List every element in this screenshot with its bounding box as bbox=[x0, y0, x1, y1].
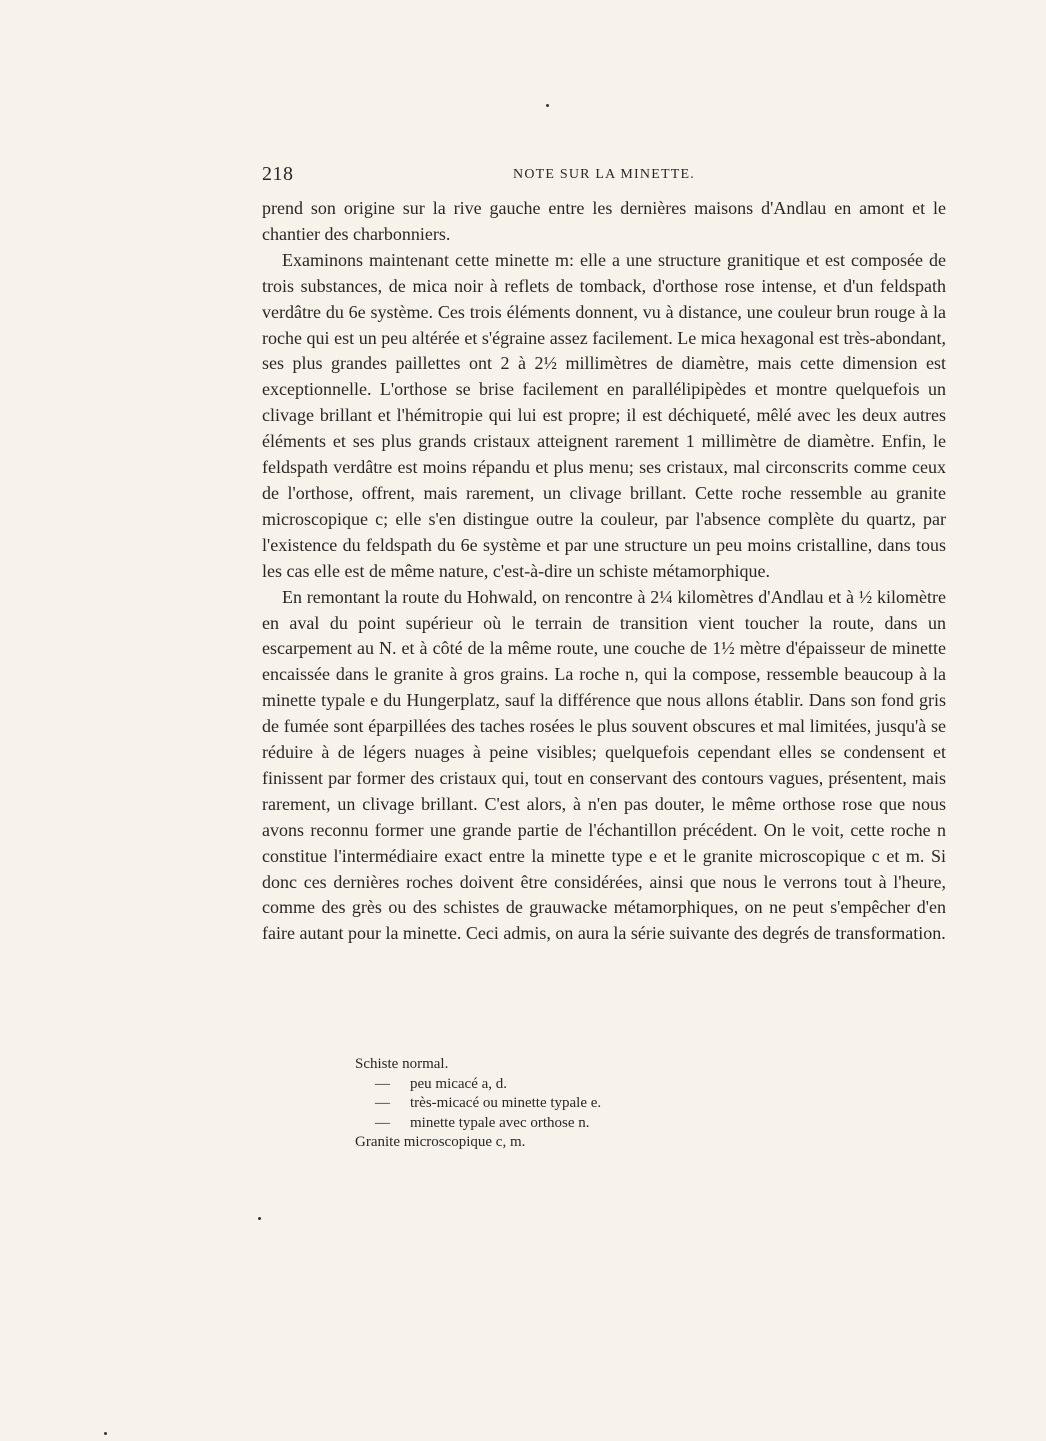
series-label: peu micacé a, d. bbox=[410, 1075, 508, 1092]
page-header bbox=[262, 163, 946, 189]
series-dash: — bbox=[375, 1075, 390, 1092]
series-label: Schiste normal. bbox=[355, 1056, 449, 1072]
series-row bbox=[355, 1055, 775, 1075]
series-label: minette typale avec orthose n. bbox=[410, 1114, 590, 1131]
series-dash: — bbox=[375, 1114, 390, 1131]
series-row bbox=[355, 1133, 775, 1153]
body-text bbox=[262, 196, 946, 947]
ink-speck bbox=[104, 1432, 107, 1435]
series-dash: — bbox=[375, 1095, 390, 1111]
paragraph: Examinons maintenant cette minette m: elle a une structure granitique et est composée de trois substances, de mica noir à reflets de tomback, d'orthose rose intense, et d'un feldspath verdâtre du 6e système. Ces trois éléments donnent, vu à distance, une couleur brun rouge à la roche qui est un peu altérée et s'égraine assez facilement. Le mica hexagonal est très-abondant, ses plus grandes paillettes ont 2 à 2½ millimètres de diamètre, mais cette dimension est exceptionnelle. L'orthose se brise facilement en parallélipipèdes et montre quelquefois un clivage brillant et l'hémitropie qui lui est propre; il est déchiqueté, mêlé avec les deux autres éléments et ses plus grands cristaux atteignent rarement 1 millimètre de diamètre. Enfin, le feldspath verdâtre est moins répandu et plus menu; ses cristaux, mal circonscrits comme ceux de l'orthose, offrent, mais rarement, un clivage brillant. Cette roche ressemble au granite microscopique c; elle s'en distingue outre la couleur, par l'absence complète du quartz, par l'existence du feldspath du 6e système et par une structure un peu moins cristalline, dans tous les cas elle est de même nature, c'est-à-dire un schiste métamorphique. bbox=[262, 249, 946, 581]
page-number: 218 bbox=[262, 163, 294, 185]
ink-speck bbox=[258, 1217, 261, 1220]
transformation-series bbox=[355, 1055, 775, 1153]
series-row bbox=[355, 1075, 775, 1095]
series-label: très-micacé ou minette typale e. bbox=[410, 1095, 602, 1111]
series-label: Granite microscopique c, m. bbox=[355, 1134, 526, 1150]
ink-speck bbox=[546, 104, 549, 107]
paragraph: En remontant la route du Hohwald, on rencontre à 2¼ kilomètres d'Andlau et à ½ kilomètre en aval du point supérieur où le terrain de transition vient toucher la route, dans un escarpement au N. et à côté de la même route, une couche de 1½ mètre d'épaisseur de minette encaissée dans le granite à gros grains. La roche n, qui la compose, ressemble beaucoup à la minette typale e du Hungerplatz, sauf la différence que nous allons établir. Dans son fond gris de fumée sont éparpillées des taches rosées le plus souvent obscures et mal limitées, jusqu'à se réduire à de légers nuages à peine visibles; quelquefois cependant elles se condensent et finissent par former des cristaux qui, tout en conservant des contours vagues, présentent, mais rarement, un clivage brillant. C'est alors, à n'en pas douter, le même orthose rose que nous avons reconnu former une grande partie de l'échantillon précédent. On le voit, cette roche n constitue l'intermédiaire exact entre la minette type e et le granite microscopique c et m. Si donc ces dernières roches doivent être considérées, ainsi que nous le verrons tout à l'heure, comme des grès ou des schistes de grauwacke métamorphiques, on ne peut s'empêcher d'en faire autant pour la minette. Ceci admis, on aura la série suivante des degrés de transformation. bbox=[262, 586, 946, 944]
series-row bbox=[355, 1114, 775, 1134]
paragraph: prend son origine sur la rive gauche entre les dernières maisons d'Andlau en amont et le chantier des charbonniers. bbox=[262, 198, 946, 244]
running-title: NOTE SUR LA MINETTE. bbox=[513, 167, 695, 182]
series-row bbox=[355, 1094, 775, 1114]
